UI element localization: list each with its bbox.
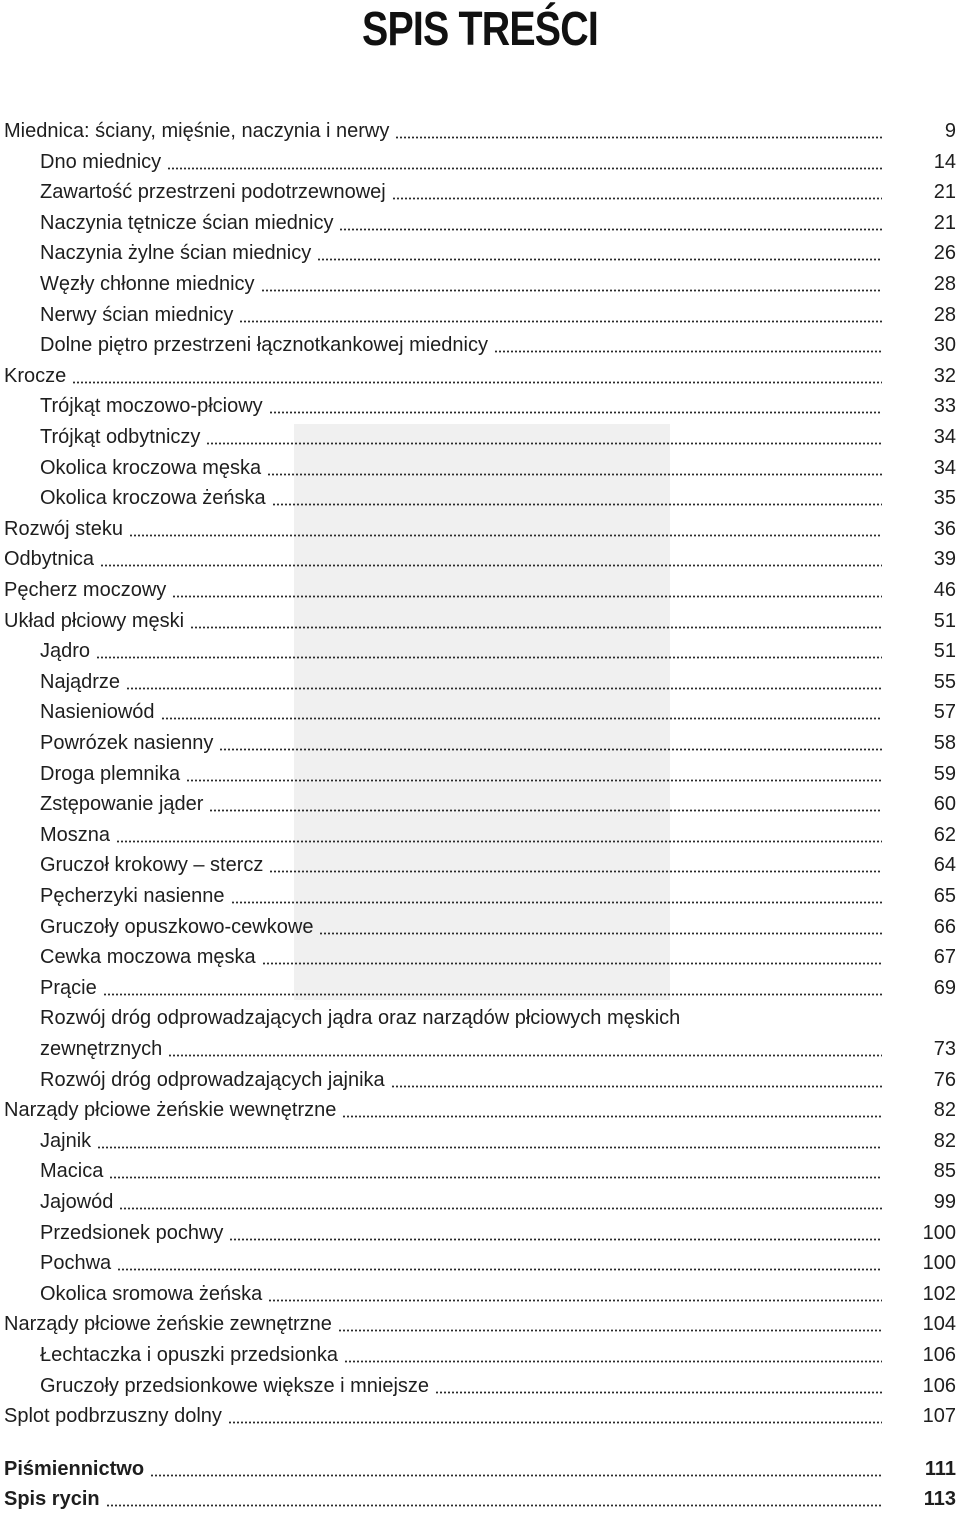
toc-entry-label: Układ płciowy męski bbox=[4, 609, 185, 632]
toc-entry-label: Rozwój dróg odprowadzających jajnika bbox=[40, 1068, 385, 1091]
toc-entry-label: Łechtaczka i opuszki przedsionka bbox=[40, 1344, 338, 1366]
toc-entry[interactable] bbox=[0, 269, 960, 299]
toc-entry[interactable] bbox=[0, 1279, 960, 1309]
dot-leader bbox=[269, 411, 882, 414]
toc-entry[interactable] bbox=[0, 453, 960, 483]
toc-entry[interactable] bbox=[0, 1454, 960, 1484]
toc-entry[interactable] bbox=[0, 789, 960, 819]
toc-entry[interactable] bbox=[0, 820, 960, 850]
toc-entry-label: Piśmiennictwo bbox=[4, 1457, 145, 1480]
toc-entry[interactable] bbox=[0, 1187, 960, 1217]
dot-leader bbox=[392, 197, 882, 200]
toc-entry-label: Pęcherzyki nasienne bbox=[40, 885, 225, 907]
dot-leader bbox=[72, 381, 882, 384]
toc-entry-label: Odbytnica bbox=[4, 548, 95, 571]
toc-entry[interactable] bbox=[0, 1065, 960, 1095]
toc-entry-label: Przedsionek pochwy bbox=[40, 1221, 224, 1244]
dot-leader bbox=[261, 289, 882, 292]
toc-entry[interactable] bbox=[0, 1218, 960, 1248]
dot-leader bbox=[269, 870, 882, 873]
toc-entry-label: Okolica kroczowa żeńska bbox=[40, 487, 266, 510]
toc-entry-page: 34 bbox=[933, 456, 956, 479]
toc-entry-label: Rozwój steku bbox=[4, 517, 123, 540]
toc-entry-label: Trójkąt odbytniczy bbox=[40, 426, 201, 448]
toc-entry-page: 64 bbox=[933, 854, 956, 877]
dot-leader bbox=[395, 136, 882, 139]
toc-entry-label: Jajnik bbox=[40, 1129, 92, 1152]
toc-entry-page: 99 bbox=[933, 1191, 956, 1213]
toc-entry-label: Dno miednicy bbox=[40, 150, 162, 173]
toc-entry-label: Zstępowanie jąder bbox=[40, 793, 204, 816]
dot-leader bbox=[190, 626, 882, 629]
toc-entry-label: Gruczoły opuszkowo-cewkowe bbox=[40, 915, 314, 938]
toc-entry-page: 46 bbox=[933, 579, 956, 601]
toc-entry-label: Jajowód bbox=[40, 1191, 114, 1213]
toc-entry-page: 82 bbox=[933, 1099, 956, 1122]
toc-entry-page: 26 bbox=[933, 242, 956, 265]
dot-leader bbox=[339, 228, 882, 231]
toc-entry-label: Zawartość przestrzeni podotrzewnowej bbox=[40, 181, 386, 204]
toc-entry-label: Najądrze bbox=[40, 670, 121, 693]
dot-leader bbox=[129, 534, 882, 537]
dot-leader bbox=[116, 840, 882, 843]
dot-leader bbox=[96, 656, 882, 659]
toc-entry-page: 100 bbox=[922, 1221, 956, 1244]
toc-entry-label: Droga plemnika bbox=[40, 762, 181, 785]
toc-entry-page: 106 bbox=[922, 1374, 956, 1397]
toc-entry-page: 55 bbox=[933, 670, 956, 693]
toc-entry-page: 28 bbox=[933, 273, 956, 295]
toc-entry[interactable] bbox=[0, 544, 960, 574]
toc-entry-label: Krocze bbox=[4, 364, 67, 387]
dot-leader bbox=[109, 1176, 882, 1179]
dot-leader bbox=[319, 932, 882, 935]
toc-entry[interactable] bbox=[0, 881, 960, 911]
dot-leader bbox=[344, 1360, 882, 1363]
dot-leader bbox=[268, 1299, 882, 1302]
toc-entry-page: 113 bbox=[923, 1488, 956, 1511]
toc-entry-label: Pęcherz moczowy bbox=[4, 579, 167, 601]
toc-entry-label: Narządy płciowe żeńskie zewnętrzne bbox=[4, 1313, 332, 1336]
dot-leader bbox=[117, 1268, 882, 1271]
toc-entry-label: Okolica sromowa żeńska bbox=[40, 1282, 263, 1305]
toc-entry-page: 73 bbox=[933, 1038, 956, 1060]
dot-leader bbox=[97, 1146, 882, 1149]
dot-leader bbox=[267, 473, 882, 476]
toc-entry[interactable] bbox=[0, 177, 960, 207]
toc-entry-page: 82 bbox=[933, 1129, 956, 1152]
dot-leader bbox=[262, 962, 882, 965]
toc-entry-page: 14 bbox=[933, 150, 956, 173]
toc-entry-label: Rozwój dróg odprowadzających jądra oraz narządów płciowych męskich bbox=[40, 1007, 681, 1030]
toc-entry[interactable] bbox=[0, 330, 960, 360]
toc-entry-page: 35 bbox=[933, 487, 956, 510]
dot-leader bbox=[338, 1329, 882, 1332]
toc-entry[interactable] bbox=[0, 208, 960, 238]
toc-entry-page: 30 bbox=[933, 334, 956, 357]
toc-entry-page: 102 bbox=[922, 1282, 956, 1305]
toc-entry-page: 85 bbox=[933, 1160, 956, 1183]
toc-entry-page: 36 bbox=[933, 517, 956, 540]
dot-leader bbox=[239, 320, 882, 323]
toc-entry-page: 58 bbox=[933, 732, 956, 754]
toc-entry-label: Węzły chłonne miednicy bbox=[40, 273, 255, 295]
toc-entry-page: 9 bbox=[944, 120, 956, 142]
toc-entry[interactable] bbox=[0, 1248, 960, 1278]
toc-entry[interactable] bbox=[0, 697, 960, 727]
dot-leader bbox=[100, 564, 882, 567]
toc-entry-label: Prącie bbox=[40, 976, 97, 999]
toc-entry-page: 28 bbox=[933, 303, 956, 326]
toc-entry-label: Narządy płciowe żeńskie wewnętrzne bbox=[4, 1099, 337, 1122]
toc-entry-page: 32 bbox=[933, 364, 956, 387]
dot-leader bbox=[219, 748, 882, 751]
toc-entry-page: 62 bbox=[933, 823, 956, 846]
toc-entry[interactable] bbox=[0, 606, 960, 636]
dot-leader bbox=[228, 1421, 882, 1424]
toc-entry-label: Gruczoły przedsionkowe większe i mniejsze bbox=[40, 1374, 430, 1397]
toc-entry[interactable] bbox=[0, 1401, 960, 1431]
toc-entry-page: 21 bbox=[933, 211, 956, 234]
toc-entry[interactable] bbox=[0, 300, 960, 330]
toc-entry-label: Okolica kroczowa męska bbox=[40, 456, 262, 479]
dot-leader bbox=[391, 1085, 882, 1088]
toc-entry-page: 33 bbox=[933, 395, 956, 418]
dot-leader bbox=[167, 167, 882, 170]
toc-entry-page: 111 bbox=[924, 1457, 956, 1480]
toc-entry-label: Naczynia tętnicze ścian miednicy bbox=[40, 211, 334, 234]
dot-leader bbox=[229, 1238, 882, 1241]
toc-entry[interactable] bbox=[0, 912, 960, 942]
toc-entry-page: 51 bbox=[933, 609, 956, 632]
toc-entry-page: 66 bbox=[933, 915, 956, 938]
toc-entry-page: 57 bbox=[933, 701, 956, 724]
toc-entry-page: 21 bbox=[933, 181, 956, 204]
toc-entry[interactable] bbox=[0, 1126, 960, 1156]
toc-entry[interactable] bbox=[0, 942, 960, 972]
page-title: SPIS TREŚCI bbox=[362, 3, 598, 56]
toc-entry-page: 106 bbox=[922, 1344, 956, 1366]
dot-leader bbox=[126, 687, 882, 690]
toc-entry[interactable] bbox=[0, 116, 960, 146]
toc-entry-label: Cewka moczowa męska bbox=[40, 946, 256, 969]
toc-entry-label: Nerwy ścian miednicy bbox=[40, 303, 234, 326]
toc-entry[interactable] bbox=[0, 1156, 960, 1186]
dot-leader bbox=[272, 503, 882, 506]
dot-leader bbox=[206, 442, 882, 445]
dot-leader bbox=[494, 350, 882, 353]
dot-leader bbox=[150, 1474, 882, 1477]
toc-entry-label: Dolne piętro przestrzeni łącznotkankowej miednicy bbox=[40, 334, 488, 357]
toc-entry[interactable] bbox=[0, 1340, 960, 1370]
toc-entry[interactable] bbox=[0, 973, 960, 1003]
toc-entry-page: 34 bbox=[933, 426, 956, 448]
toc-entry-label: Spis rycin bbox=[4, 1488, 100, 1511]
dot-leader bbox=[103, 993, 882, 996]
dot-leader bbox=[172, 595, 882, 598]
toc-entry-page: 65 bbox=[933, 885, 956, 907]
dot-leader bbox=[317, 258, 882, 261]
toc-entry-label: Powrózek nasienny bbox=[40, 732, 214, 754]
toc-entry-label: Naczynia żylne ścian miednicy bbox=[40, 242, 312, 265]
toc-entry[interactable] bbox=[0, 1034, 960, 1064]
dot-leader bbox=[168, 1054, 882, 1057]
toc-entry-page: 69 bbox=[933, 976, 956, 999]
toc-entry-page: 107 bbox=[922, 1405, 956, 1428]
toc-entry[interactable] bbox=[0, 361, 960, 391]
toc-entry[interactable] bbox=[0, 759, 960, 789]
toc-entry-label: Gruczoł krokowy – stercz bbox=[40, 854, 264, 877]
dot-leader bbox=[342, 1115, 882, 1118]
dot-leader bbox=[231, 901, 882, 904]
toc-entry[interactable] bbox=[0, 147, 960, 177]
toc-entry-label: Splot podbrzuszny dolny bbox=[4, 1405, 222, 1428]
toc-entry[interactable] bbox=[0, 1371, 960, 1401]
toc-entry[interactable] bbox=[0, 728, 960, 758]
toc-entry[interactable] bbox=[0, 1095, 960, 1125]
toc-entry[interactable] bbox=[0, 391, 960, 421]
toc-entry[interactable] bbox=[0, 1309, 960, 1339]
dot-leader bbox=[106, 1504, 882, 1507]
toc-entry-page: 76 bbox=[933, 1068, 956, 1091]
toc-entry-page: 51 bbox=[933, 640, 956, 663]
toc-entry[interactable] bbox=[0, 850, 960, 880]
toc-entry[interactable] bbox=[0, 1484, 960, 1514]
toc-entry-label: Macica bbox=[40, 1160, 104, 1183]
toc-entry-label: zewnętrznych bbox=[40, 1038, 163, 1060]
toc-entry[interactable] bbox=[0, 514, 960, 544]
toc-entry-label: Moszna bbox=[40, 823, 111, 846]
toc-entry[interactable] bbox=[0, 636, 960, 666]
toc-entry[interactable] bbox=[0, 667, 960, 697]
toc-entry-page: 100 bbox=[922, 1252, 956, 1275]
toc-entry-page: 67 bbox=[933, 946, 956, 969]
toc-entry-page: 104 bbox=[922, 1313, 956, 1336]
dot-leader bbox=[119, 1207, 882, 1210]
toc-entry-label: Nasieniowód bbox=[40, 701, 155, 724]
toc-entry[interactable] bbox=[0, 238, 960, 268]
toc-entry[interactable] bbox=[0, 1003, 960, 1033]
dot-leader bbox=[209, 809, 882, 812]
toc-entry-label: Jądro bbox=[40, 640, 91, 663]
toc-entry[interactable] bbox=[0, 483, 960, 513]
toc-entry-page: 39 bbox=[933, 548, 956, 571]
toc-entry[interactable] bbox=[0, 422, 960, 452]
toc-entry-label: Trójkąt moczowo-płciowy bbox=[40, 395, 263, 418]
dot-leader bbox=[161, 717, 882, 720]
dot-leader bbox=[186, 779, 882, 782]
dot-leader bbox=[435, 1391, 882, 1394]
toc-entry-page: 59 bbox=[933, 762, 956, 785]
toc-entry[interactable] bbox=[0, 575, 960, 605]
toc-entry-label: Miednica: ściany, mięśnie, naczynia i nerwy bbox=[4, 120, 390, 142]
toc-entry-page: 60 bbox=[933, 793, 956, 816]
toc-entry-label: Pochwa bbox=[40, 1252, 112, 1275]
